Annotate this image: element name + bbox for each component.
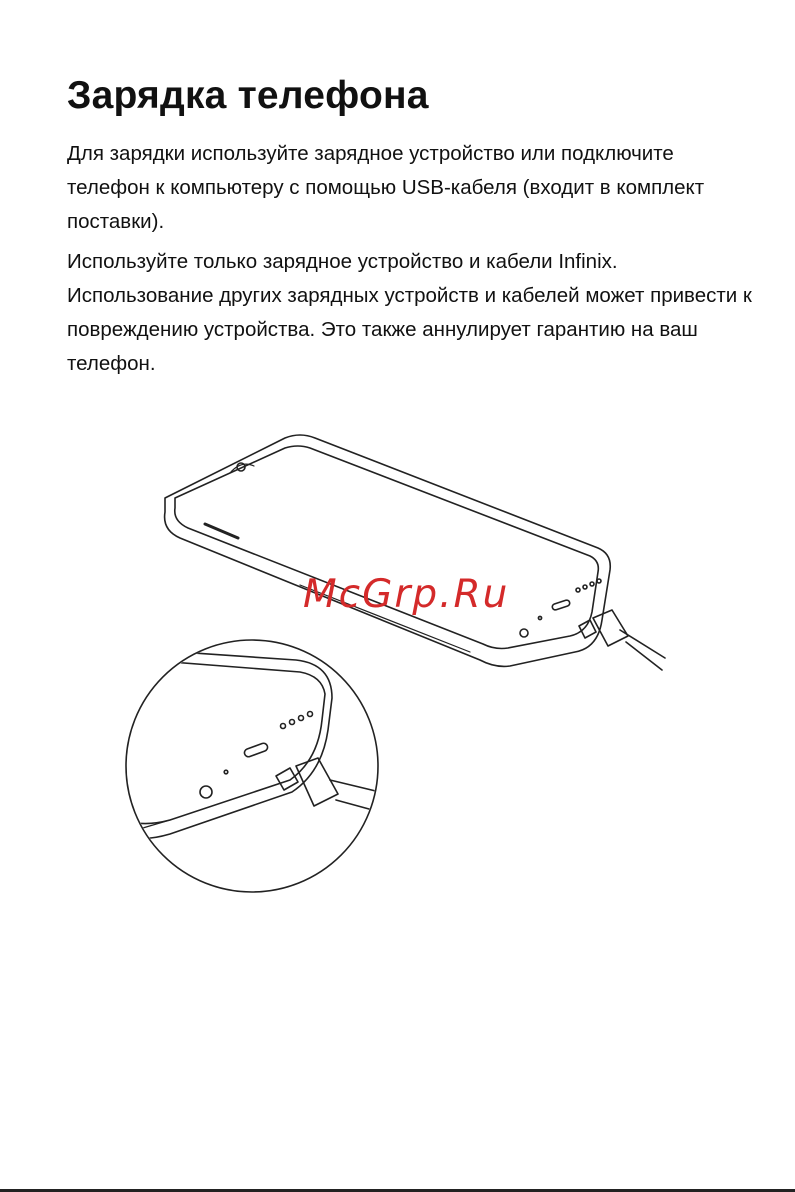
phone-body xyxy=(165,435,611,666)
watermark: McGrp.Ru xyxy=(303,572,510,617)
page-title: Зарядка телефона xyxy=(67,74,429,117)
usb-port xyxy=(552,599,571,610)
zoom-headphone-jack-icon xyxy=(200,786,212,798)
usb-cable xyxy=(579,610,665,670)
phone-charging-illustration xyxy=(0,420,795,920)
headphone-jack xyxy=(520,629,528,637)
mic-hole xyxy=(538,616,541,619)
charging-instructions-paragraph: Для зарядки используйте зарядное устройство или подключите телефон к компьютеру с помощью USB-кабеля (входит в комплект поставки). xyxy=(67,142,705,233)
charger-warning-paragraph: Используйте только зарядное устройство и кабели Infinix. Использование других зарядных устройств и кабелей может привести к повреждению устройства. Это также аннулирует гарантию на ваш телефон. xyxy=(67,250,752,375)
zoom-detail xyxy=(118,640,380,892)
phone-screen-edge xyxy=(175,446,599,649)
speaker-grille xyxy=(576,579,601,592)
